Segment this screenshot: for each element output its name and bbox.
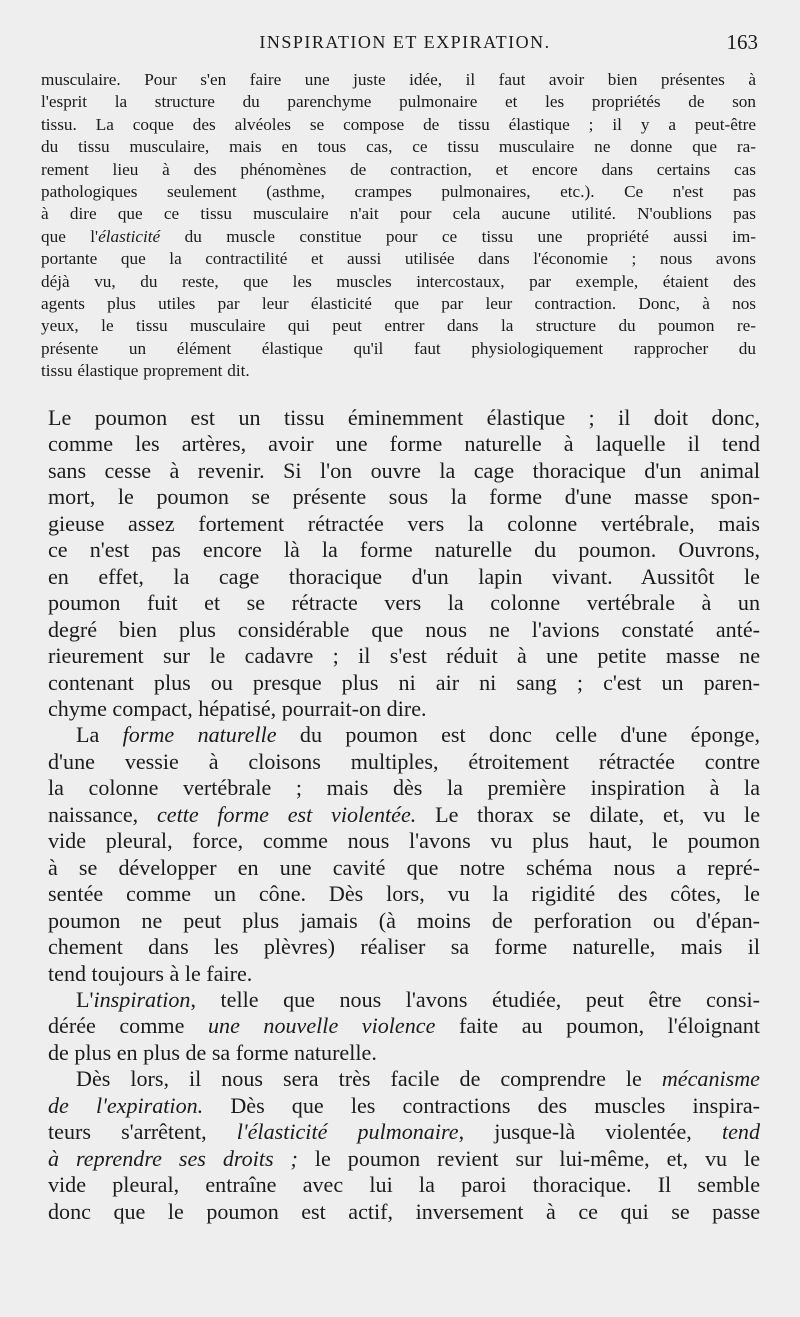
text-line: l'esprit la structure du parenchyme pulmonaire et les propriétés de son <box>41 92 756 112</box>
running-title: INSPIRATION ET EXPIRATION. <box>259 32 551 52</box>
paragraph <box>48 405 760 722</box>
text-line: poumon ne peut plus jamais (à moins de perforation ou d'épan- <box>48 907 760 933</box>
text-segment: L' <box>76 986 94 1012</box>
text-line: chyme compact, hépatisé, pourrait-on dire. <box>48 695 427 721</box>
text-line: degré bien plus considérable que nous ne l'avions constaté anté- <box>48 616 760 642</box>
page-number: 163 <box>726 30 758 54</box>
text-segment: le poumon revient sur lui-même, et, vu le <box>297 1145 761 1171</box>
text-segment: du poumon est donc celle d'une éponge, <box>276 722 761 748</box>
text-line <box>48 1119 760 1145</box>
text-line: contenant plus ou presque plus ni air ni sang ; c'est un paren- <box>48 669 760 695</box>
italic-term: une nouvelle violence <box>207 1013 436 1039</box>
text-line <box>48 987 760 1013</box>
paragraph <box>48 722 760 987</box>
text-segment: , telle que nous l'avons étudiée, peut être consi- <box>190 986 760 1012</box>
text-segment: faite au poumon, l'éloignant <box>435 1013 760 1039</box>
italic-term: à reprendre ses droits ; <box>48 1145 298 1171</box>
text-line: rement lieu à des phénomènes de contraction, et encore dans certains cas <box>41 159 756 179</box>
small-print-paragraph <box>41 69 756 383</box>
text-segment: que l' <box>41 226 99 246</box>
italic-term: inspiration <box>93 986 191 1012</box>
page-header <box>40 30 770 60</box>
text-line: sans cesse à revenir. Si l'on ouvre la cage thoracique d'un animal <box>48 457 760 483</box>
text-line: gieuse assez fortement rétractée vers la colonne vertébrale, mais <box>48 510 760 536</box>
text-line <box>48 802 760 828</box>
text-line <box>48 1013 760 1039</box>
italic-term: forme naturelle <box>122 722 277 748</box>
text-line: d'une vessie à cloisons multiples, étroitement rétractée contre <box>48 748 760 774</box>
text-line <box>48 722 760 748</box>
text-line: portante que la contractilité et aussi utilisée dans l'économie ; nous avons <box>41 249 756 269</box>
text-segment: du muscle constitue pour ce tissu une propriété aussi im- <box>160 226 756 246</box>
paragraph <box>48 987 760 1066</box>
text-segment: Dès que les contractions des muscles inspira- <box>203 1092 760 1118</box>
italic-term: tend <box>721 1119 760 1145</box>
italic-term: de l'expiration. <box>48 1092 204 1118</box>
text-segment: , jusque-là violentée, <box>458 1119 722 1145</box>
text-segment: Dès lors, il nous sera très facile de comprendre le <box>76 1066 662 1092</box>
text-line: tend toujours à le faire. <box>48 960 253 986</box>
text-line: à dire que ce tissu musculaire n'ait pour cela aucune utilité. N'oublions pas <box>41 204 756 224</box>
text-line: de plus en plus de sa forme naturelle. <box>48 1039 377 1065</box>
text-line <box>48 1093 760 1119</box>
text-line <box>48 1066 760 1092</box>
text-line: rieurement sur le cadavre ; il s'est réduit à une petite masse ne <box>48 643 760 669</box>
paragraph <box>48 1066 760 1225</box>
text-line: Le poumon est un tissu éminemment élastique ; il doit donc, <box>48 405 760 430</box>
text-line: mort, le poumon se présente sous la forme d'une masse spon- <box>48 484 760 510</box>
text-line <box>41 226 756 248</box>
text-line: pathologiques seulement (asthme, crampes pulmonaires, etc.). Ce n'est pas <box>41 182 756 202</box>
text-line: la colonne vertébrale ; mais dès la première inspiration à la <box>48 775 760 801</box>
text-segment: teurs s'arrêtent, <box>48 1119 237 1145</box>
text-line <box>48 1146 760 1172</box>
text-line: vide pleural, entraîne avec lui la paroi thoracique. Il semble <box>48 1172 760 1198</box>
main-text <box>48 405 760 1225</box>
italic-term: élasticité <box>98 226 161 246</box>
text-segment: La <box>76 722 123 748</box>
text-segment: naissance, <box>48 801 157 827</box>
text-line: du tissu musculaire, mais en tous cas, ce tissu musculaire ne donne que ra- <box>41 137 756 157</box>
text-line: déjà vu, du reste, que les muscles intercostaux, par exemple, étaient des <box>41 271 756 291</box>
text-line: présente un élément élastique qu'il faut physiologiquement rapprocher du <box>41 338 756 358</box>
text-line: tissu élastique proprement dit. <box>41 361 250 381</box>
text-line: ce n'est pas encore là la forme naturelle du poumon. Ouvrons, <box>48 537 760 563</box>
italic-term: cette forme est violentée. <box>156 801 417 827</box>
text-line: en effet, la cage thoracique d'un lapin vivant. Aussitôt le <box>48 563 760 589</box>
text-line: agents plus utiles par leur élasticité que par leur contraction. Donc, à nos <box>41 294 756 314</box>
text-line: yeux, le tissu musculaire qui peut entrer dans la structure du poumon re- <box>41 316 756 336</box>
text-line: chement dans les plèvres) réaliser sa forme naturelle, mais il <box>48 934 760 960</box>
text-line: poumon fuit et se rétracte vers la colonne vertébrale à un <box>48 590 760 616</box>
text-line: donc que le poumon est actif, inversement à ce qui se passe <box>48 1198 760 1224</box>
italic-term: l'élasticité pulmonaire <box>236 1119 459 1145</box>
text-line: vide pleural, force, comme nous l'avons vu plus haut, le poumon <box>48 828 760 854</box>
text-segment: Le thorax se dilate, et, vu le <box>416 801 760 827</box>
text-line: tissu. La coque des alvéoles se compose de tissu élastique ; il y a peut-être <box>41 114 756 134</box>
text-line: à se développer en une cavité que notre schéma nous a repré- <box>48 854 760 880</box>
text-segment: dérée comme <box>48 1013 208 1039</box>
text-line: musculaire. Pour s'en faire une juste idée, il faut avoir bien présentes à <box>41 70 756 89</box>
text-line: comme les artères, avoir une forme naturelle à laquelle il tend <box>48 431 760 457</box>
text-line: sentée comme un cône. Dès lors, vu la rigidité des côtes, le <box>48 881 760 907</box>
italic-term: mécanisme <box>661 1066 760 1092</box>
